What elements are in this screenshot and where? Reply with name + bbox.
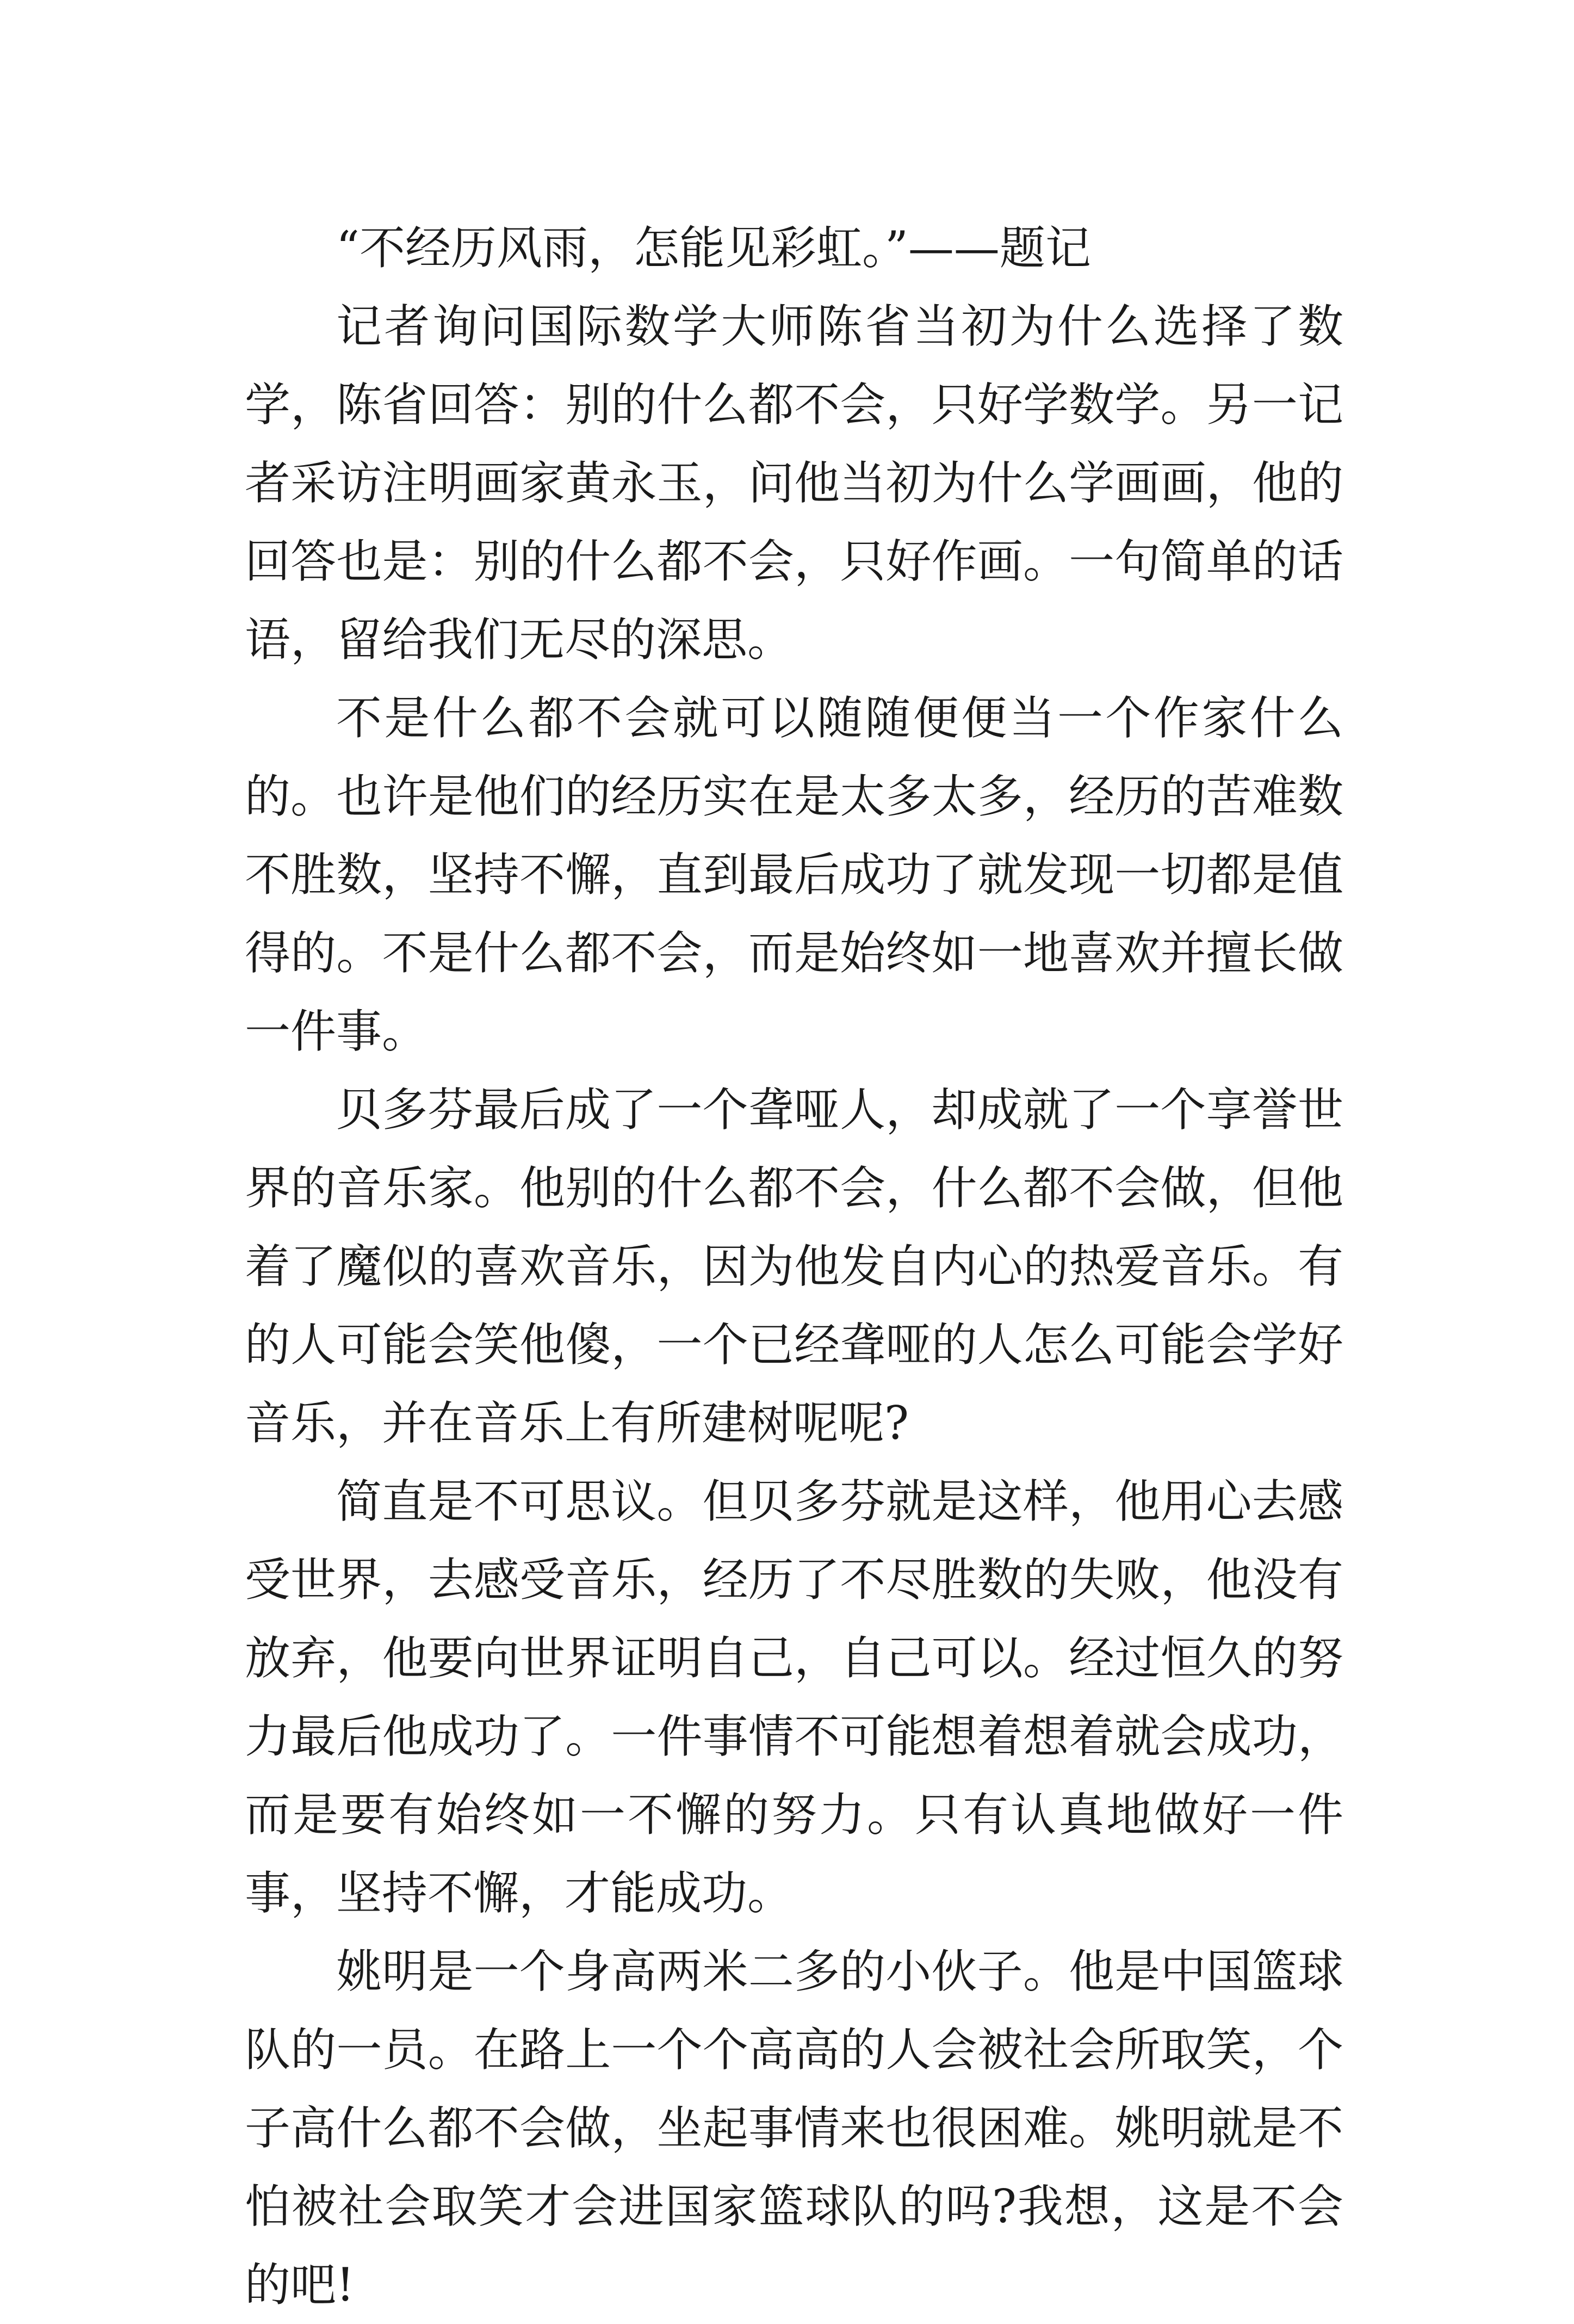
- epigraph-paragraph: “不经历风雨，怎能见彩虹。”——题记: [336, 221, 1091, 275]
- body-paragraph: 贝多芬最后成了一个聋哑人，却成就了一个享誉世界的音乐家。他别的什么都不会，什么都不会做，但他着了魔似的喜欢音乐，因为他发自内心的热爱音乐。有的人可能会笑他傻，一个已经聋哑的人怎么可能会学好音乐，并在音乐上有所建树呢呢?: [245, 1083, 1343, 1450]
- body-paragraph: 不是什么都不会就可以随随便便当一个作家什么的。也许是他们的经历实在是太多太多，经历的苦难数不胜数，坚持不懈，直到最后成功了就发现一切都是值得的。不是什么都不会，而是始终如一地喜欢并擅长做一件事。: [245, 691, 1343, 1058]
- body-paragraph: 记者询问国际数学大师陈省当初为什么选择了数学，陈省回答：别的什么都不会，只好学数学。另一记者采访注明画家黄永玉，问他当初为什么学画画，他的回答也是：别的什么都不会，只好作画。一句简单的话语，留给我们无尽的深思。: [245, 300, 1343, 666]
- essay-body: [245, 209, 1343, 2324]
- body-paragraph: 简直是不可思议。但贝多芬就是这样，他用心去感受世界，去感受音乐，经历了不尽胜数的失败，他没有放弃，他要向世界证明自己，自己可以。经过恒久的努力最后他成功了。一件事情不可能想着想着就会成功，而是要有始终如一不懈的努力。只有认真地做好一件事，坚持不懈，才能成功。: [245, 1475, 1343, 1920]
- body-paragraph: 姚明是一个身高两米二多的小伙子。他是中国篮球队的一员。在路上一个个高高的人会被社会所取笑，个子高什么都不会做，坐起事情来也很困难。姚明就是不怕被社会取笑才会进国家篮球队的吗?我想，这是不会的吧!: [245, 1945, 1343, 2311]
